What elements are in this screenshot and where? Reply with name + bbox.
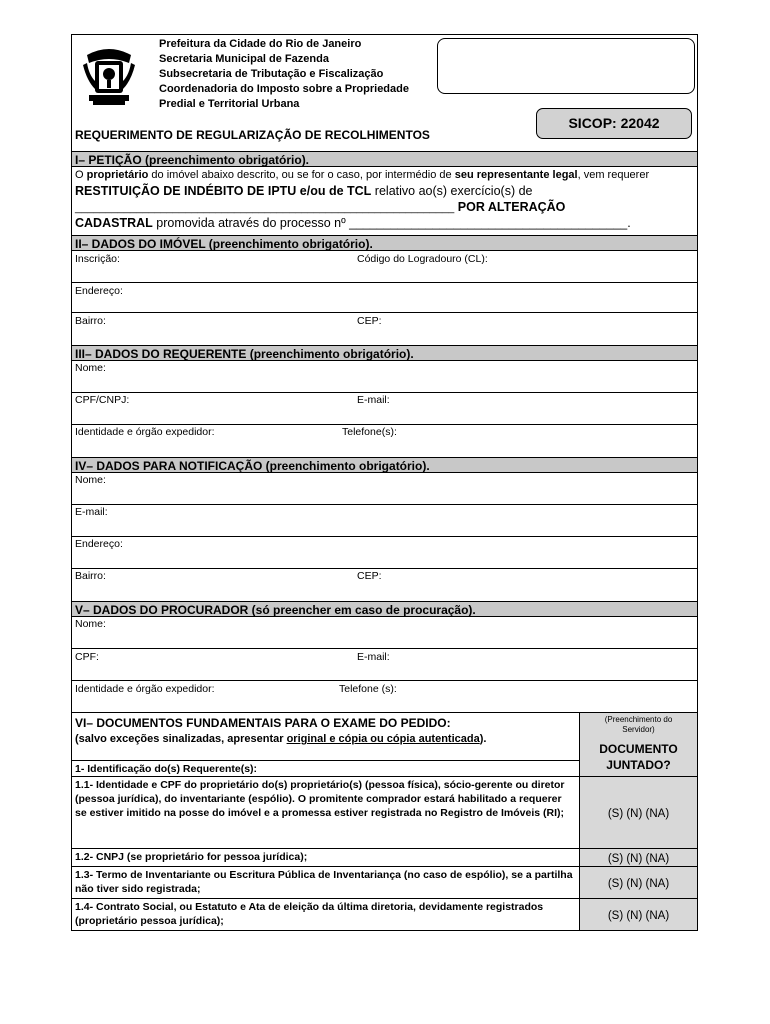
coat-of-arms-icon bbox=[81, 41, 137, 107]
sn-na-options[interactable]: (S) (N) (NA) bbox=[607, 853, 670, 865]
document-item-text: 1.3- Termo de Inventariante ou Escritura Pública de Inventariança (no caso de espólio), se a partilha não tiver sido registrada; bbox=[75, 869, 573, 895]
field-row[interactable] bbox=[72, 473, 697, 505]
field-label: CEP: bbox=[357, 570, 382, 582]
field-row[interactable] bbox=[72, 425, 697, 457]
field-row[interactable] bbox=[72, 617, 697, 649]
document-item-text: 1.4- Contrato Social, ou Estatuto e Ata de eleição da última diretoria, devidamente registrados (proprietário pessoa jurídica); bbox=[75, 901, 544, 927]
field-label: Nome: bbox=[75, 474, 106, 486]
petition-line-3[interactable]: ______________________________________________________________ POR ALTERAÇÃO bbox=[75, 200, 566, 214]
field-label: Identidade e órgão expedidor: bbox=[75, 683, 215, 695]
protocol-box[interactable] bbox=[437, 38, 695, 94]
field-label: Endereço: bbox=[75, 538, 123, 550]
section-heading: VI– DOCUMENTOS FUNDAMENTAIS PARA O EXAME DO PEDIDO: bbox=[75, 716, 451, 730]
document-options[interactable] bbox=[580, 777, 697, 849]
field-row[interactable] bbox=[72, 313, 697, 345]
sn-na-options[interactable]: (S) (N) (NA) bbox=[607, 878, 670, 890]
document-item-text: 1.2- CNPJ (se proprietário for pessoa jurídica); bbox=[75, 851, 308, 863]
field-label: Bairro: bbox=[75, 315, 106, 327]
document-options[interactable] bbox=[580, 849, 697, 867]
field-label: E-mail: bbox=[357, 651, 390, 663]
petition-line-1: O proprietário do imóvel abaixo descrito, ou se for o caso, por intermédio de seu representante legal, vem requerer bbox=[75, 169, 650, 181]
header-line: Coordenadoria do Imposto sobre a Propriedade bbox=[159, 83, 409, 95]
field-row[interactable] bbox=[72, 569, 697, 601]
petition-line-2: RESTITUIÇÃO DE INDÉBITO DE IPTU e/ou de TCL relativo ao(s) exercício(s) de bbox=[75, 184, 533, 198]
field-label: Identidade e órgão expedidor: bbox=[75, 426, 215, 438]
header-line: Secretaria Municipal de Fazenda bbox=[159, 53, 329, 65]
document-item-text: 1.1- Identidade e CPF do proprietário do(s) proprietário(s) (pessoa física), sócio-gerente ou diretor (pessoa jurídica), do inventariante (espólio). O promitente comprador estará habilitado a requerer se estiver imitido na posse do imóvel e a promessa estiver registrada no Registro de Imóveis (RI); bbox=[75, 779, 565, 819]
form-title: REQUERIMENTO DE REGULARIZAÇÃO DE RECOLHIMENTOS bbox=[75, 128, 430, 142]
field-row[interactable] bbox=[72, 361, 697, 393]
document-attached-label: DOCUMENTO JUNTADO? bbox=[599, 742, 678, 772]
identification-row bbox=[72, 761, 580, 777]
section-heading: I– PETIÇÃO (preenchimento obrigatório). bbox=[72, 151, 697, 167]
section-heading: V– DADOS DO PROCURADOR (só preencher em caso de procuração). bbox=[72, 601, 697, 617]
field-row[interactable] bbox=[72, 649, 697, 681]
sn-na-options[interactable]: (S) (N) (NA) bbox=[607, 910, 670, 922]
field-row[interactable] bbox=[72, 251, 697, 283]
field-label: CPF: bbox=[75, 651, 99, 663]
document-item bbox=[72, 849, 580, 867]
field-label: Telefone(s): bbox=[342, 426, 397, 438]
field-label: Inscrição: bbox=[75, 253, 120, 265]
field-row[interactable] bbox=[72, 393, 697, 425]
field-label: CPF/CNPJ: bbox=[75, 394, 130, 406]
section-heading: II– DADOS DO IMÓVEL (preenchimento obrigatório). bbox=[72, 235, 697, 251]
servidor-note: (Preenchimento do Servidor) bbox=[604, 715, 673, 734]
request-form bbox=[71, 34, 698, 931]
field-label: CEP: bbox=[357, 315, 382, 327]
document-item bbox=[72, 867, 580, 899]
document-options[interactable] bbox=[580, 867, 697, 899]
field-label: Nome: bbox=[75, 618, 106, 630]
documents-instruction: (salvo exceções sinalizadas, apresentar original e cópia ou cópia autenticada). bbox=[75, 733, 487, 745]
field-label: E-mail: bbox=[357, 394, 390, 406]
documents-heading-cell bbox=[72, 713, 580, 761]
field-label: Código do Logradouro (CL): bbox=[357, 253, 488, 265]
field-row[interactable] bbox=[72, 505, 697, 537]
field-label: E-mail: bbox=[75, 506, 108, 518]
field-row[interactable] bbox=[72, 283, 697, 313]
field-label: Nome: bbox=[75, 362, 106, 374]
sicop-badge: SICOP: 22042 bbox=[536, 108, 692, 139]
petition-line-4[interactable]: CADASTRAL promovida através do processo nº ________________________________________. bbox=[75, 216, 631, 230]
header-line: Predial e Territorial Urbana bbox=[159, 98, 300, 110]
field-label: Bairro: bbox=[75, 570, 106, 582]
field-row[interactable] bbox=[72, 681, 697, 713]
section-heading: III– DADOS DO REQUERENTE (preenchimento obrigatório). bbox=[72, 345, 697, 361]
document-item bbox=[72, 899, 580, 930]
field-row[interactable] bbox=[72, 537, 697, 569]
document-item bbox=[72, 777, 580, 849]
field-label: Endereço: bbox=[75, 285, 123, 297]
document-options[interactable] bbox=[580, 899, 697, 930]
header-line: Subsecretaria de Tributação e Fiscalização bbox=[159, 68, 384, 80]
header-line: Prefeitura da Cidade do Rio de Janeiro bbox=[159, 38, 362, 50]
servidor-header-cell bbox=[580, 713, 697, 777]
section-heading: IV– DADOS PARA NOTIFICAÇÃO (preenchimento obrigatório). bbox=[72, 457, 697, 473]
field-label: Telefone (s): bbox=[339, 683, 397, 695]
sn-na-options[interactable]: (S) (N) (NA) bbox=[607, 808, 670, 820]
identification-label: 1- Identificação do(s) Requerente(s): bbox=[75, 763, 258, 775]
